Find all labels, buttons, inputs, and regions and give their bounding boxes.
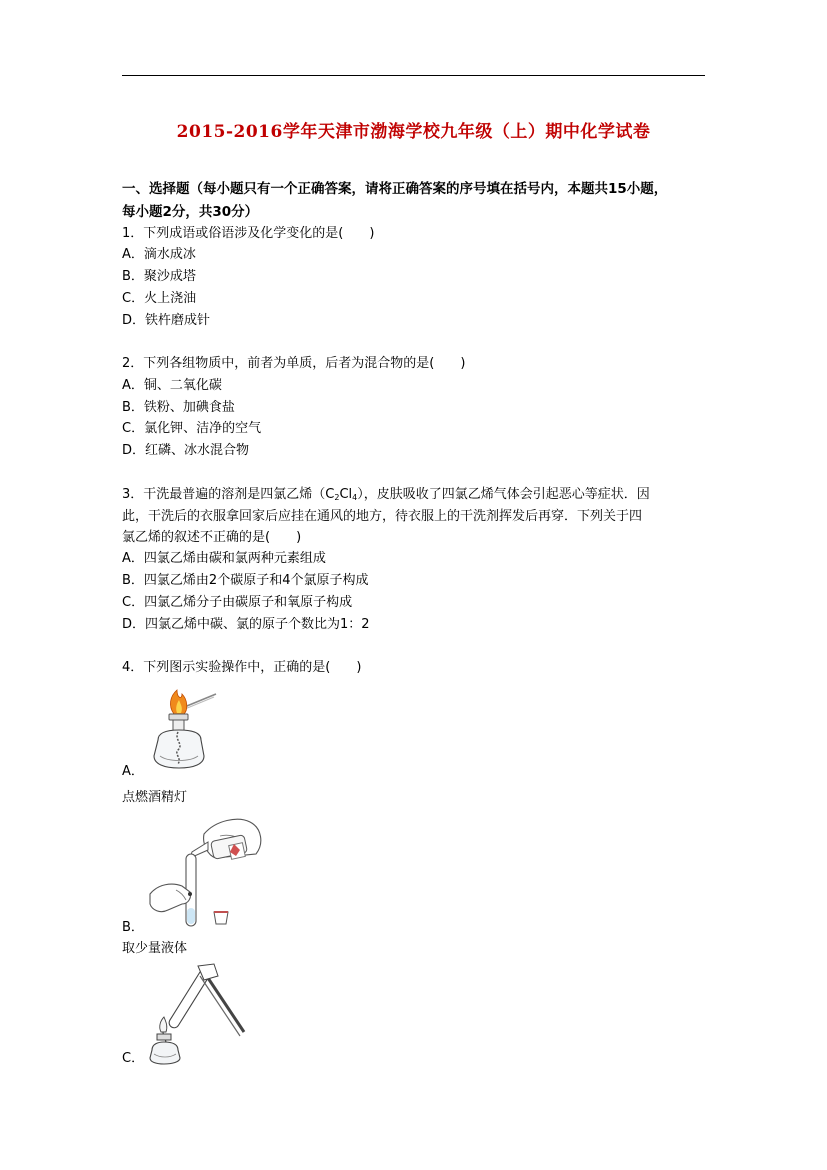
- question-1-stem: 1．下列成语或俗语涉及化学变化的是( ): [122, 226, 375, 241]
- question-2-option-c: C．氯化钾、洁净的空气: [122, 421, 262, 436]
- question-1-option-a: A．滴水成冰: [122, 247, 196, 262]
- question-3-option-b: B．四氯乙烯由2个碳原子和4个氯原子构成: [122, 573, 369, 588]
- question-2-option-a: A．铜、二氧化碳: [122, 378, 222, 393]
- question-1-option-c: C．火上浇油: [122, 291, 197, 306]
- question-4-stem: 4．下列图示实验操作中，正确的是( ): [122, 660, 362, 675]
- question-3-stem-line1: 3．干洗最普遍的溶剂是四氯乙烯$(C_2Cl_4)$，皮肤吸收了四氯乙烯气体会引起恶心等症状．因: [122, 487, 650, 502]
- question-4-option-c-label: C．: [122, 1051, 145, 1066]
- question-4-option-b-caption: 取少量液体: [122, 941, 188, 956]
- question-3-option-a: A．四氯乙烯由碳和氯两种元素组成: [122, 551, 326, 566]
- page-title: 2015-2016学年天津市渤海学校九年级（上）期中化学试卷: [176, 122, 651, 142]
- alcohol-lamp-lighting-image: [144, 684, 220, 776]
- question-2-stem: 2．下列各组物质中，前者为单质，后者为混合物的是( ): [122, 356, 466, 371]
- question-1-option-d: D．铁杵磨成针: [122, 313, 211, 328]
- section-heading-line1: 一、选择题（每小题只有一个正确答案，请将正确答案的序号填在括号内，本题共15小题，: [122, 181, 668, 197]
- heating-test-tube-image: [144, 962, 248, 1066]
- question-4-option-a-label: A．: [122, 764, 144, 779]
- question-3-option-d: D．四氯乙烯中碳、氯的原子个数比为1：2: [122, 617, 370, 632]
- question-1-option-b: B．聚沙成塔: [122, 269, 196, 284]
- question-2-option-d: D．红磷、冰水混合物: [122, 443, 250, 458]
- question-4-option-b-label: B．: [122, 920, 144, 935]
- question-3-stem-line2: 此，干洗后的衣服拿回家后应挂在通风的地方，待衣服上的干洗剂挥发后再穿．下列关于四: [122, 509, 643, 524]
- pouring-liquid-image: [146, 814, 268, 930]
- question-3-option-c: C．四氯乙烯分子由碳原子和氧原子构成: [122, 595, 353, 610]
- question-4-option-a-caption: 点燃酒精灯: [122, 790, 188, 805]
- question-3-stem-line3: 氯乙烯的叙述不正确的是( ): [122, 530, 302, 545]
- section-heading-line2: 每小题2分，共30分）: [122, 204, 259, 220]
- header-rule: [122, 75, 705, 76]
- question-2-option-b: B．铁粉、加碘食盐: [122, 400, 235, 415]
